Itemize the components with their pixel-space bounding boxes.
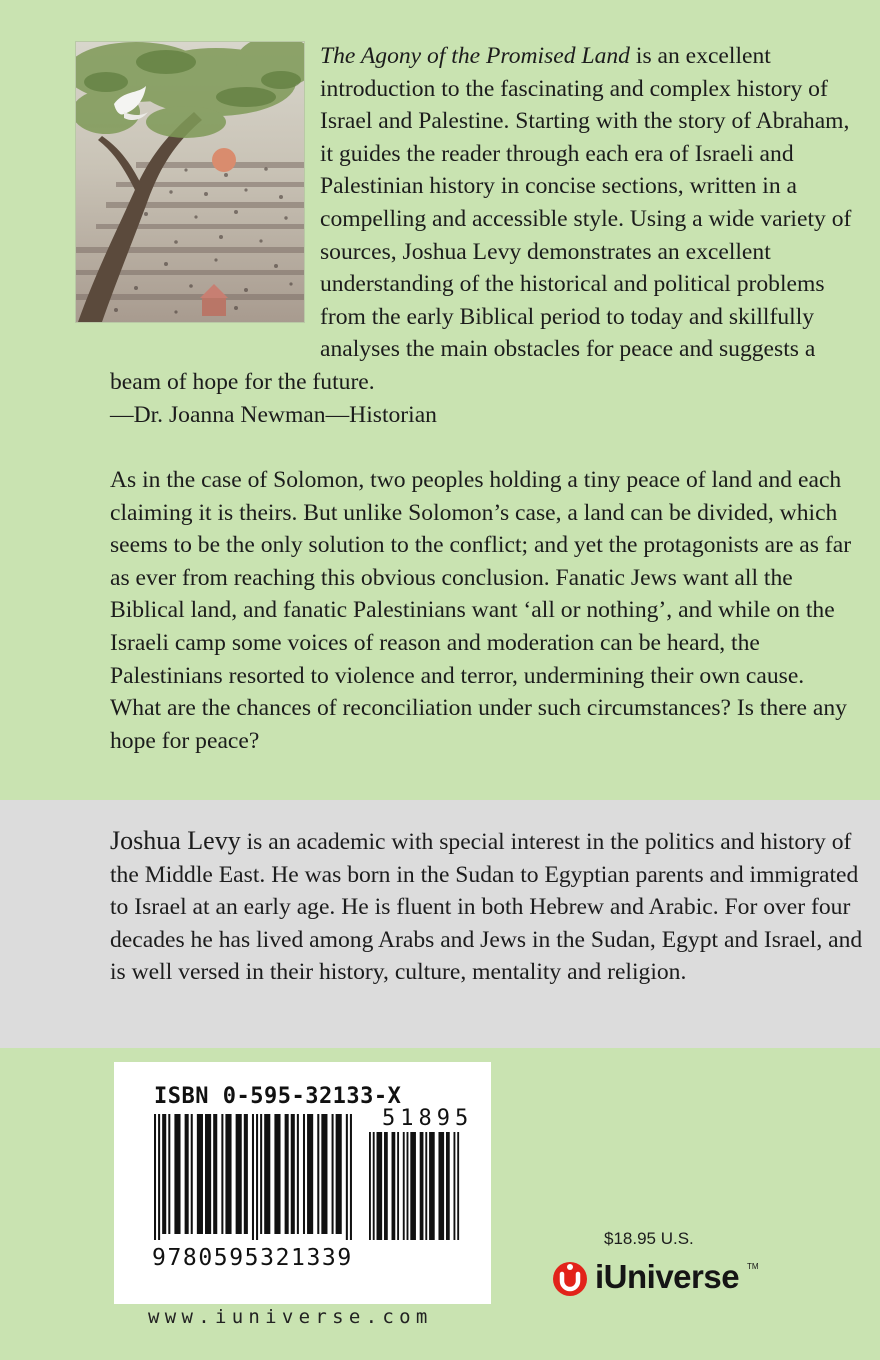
barcode-bar — [285, 1114, 289, 1234]
barcode-bar — [244, 1114, 248, 1234]
barcode-bar — [256, 1114, 258, 1240]
barcode-bar — [346, 1114, 348, 1240]
barcode-bar — [158, 1114, 160, 1240]
barcode-bar — [303, 1114, 305, 1234]
barcode-bar — [321, 1114, 327, 1234]
barcode-bar — [174, 1114, 180, 1234]
barcode-bar — [297, 1114, 299, 1234]
addon-digits: 51895 — [382, 1106, 474, 1131]
barcode-bar — [264, 1114, 270, 1234]
review-blurb — [110, 40, 855, 431]
trademark: TM — [747, 1262, 759, 1271]
barcode-bar — [307, 1114, 313, 1234]
barcode-bar — [438, 1132, 444, 1240]
barcode-bar — [197, 1114, 203, 1234]
barcode-bar — [221, 1114, 223, 1234]
barcode-bar — [291, 1114, 295, 1234]
barcode-bar — [457, 1132, 459, 1240]
barcode-bar — [420, 1132, 424, 1240]
barcode-bar — [213, 1114, 217, 1234]
barcode-bar — [225, 1114, 231, 1234]
barcode-bar — [168, 1114, 170, 1234]
barcode-bar — [317, 1114, 319, 1234]
barcode-bar — [274, 1114, 280, 1234]
isbn-label: ISBN 0-595-32133-X — [154, 1084, 402, 1109]
publisher-name: iUniverse — [595, 1258, 740, 1295]
barcode-bar — [332, 1114, 334, 1234]
website-url: www.iuniverse.com — [148, 1306, 433, 1328]
addon-barcode — [369, 1132, 461, 1240]
barcode-bar — [205, 1114, 211, 1234]
barcode-bar — [252, 1114, 254, 1240]
barcode-bar — [369, 1132, 371, 1240]
ean-barcode — [154, 1114, 354, 1240]
barcode-bar — [191, 1114, 193, 1234]
barcode-bar — [236, 1114, 242, 1234]
barcode-bar — [429, 1132, 435, 1240]
barcode-bar — [403, 1132, 405, 1240]
barcode-bar — [350, 1114, 352, 1240]
book-title: The Agony of the Promised Land — [320, 43, 630, 69]
barcode-bar — [410, 1132, 416, 1240]
bio-text: is an academic with special interest in the politics and history of the Middle East. He was born in the Sudan to Egyptian parents and immigrated to Israel at an early age. He is fluent in both Hebrew and Arabic. For over four decades he has lived among Arabs and Jews in the Sudan, Egypt and Israel, and is well versed in their history, culture, mentality and religion. — [110, 829, 863, 986]
barcode-bar — [373, 1132, 375, 1240]
barcode-bar — [377, 1132, 383, 1240]
barcode-bar — [407, 1132, 409, 1240]
barcode-bar — [425, 1132, 427, 1240]
review-text: is an excellent introduction to the fascinating and complex history of Israel and Palestine. Starting with the story of Abraham, it guides the reader through each era of Israeli and Palestinian history in concise sections, written in a compelling and accessible style. Using a wide variety of sources, Joshua Levy demonstrates an excellent understanding of the historical and political problems from the early Biblical period to today and skillfully analyses the main obstacles for peace and suggests a beam of hope for the future. — [110, 43, 852, 395]
barcode-bar — [392, 1132, 396, 1240]
barcode-bar — [397, 1132, 399, 1240]
iuniverse-logo-icon — [551, 1258, 591, 1298]
barcode-bar — [260, 1114, 262, 1234]
review-attribution: —Dr. Joanna Newman—Historian — [110, 401, 437, 428]
author-name: Joshua Levy — [110, 826, 241, 855]
price-label: $18.95 U.S. — [604, 1229, 694, 1248]
barcode-bar — [384, 1132, 388, 1240]
author-bio — [110, 825, 865, 989]
barcode-bar — [453, 1132, 455, 1240]
book-summary: As in the case of Solomon, two peoples holding a tiny peace of land and each claiming it is theirs. But unlike Solomon’s case, a land can be divided, which seems to be the only solution to the conflict; and yet the protagonists are as far as ever from reaching this obvious conclusion. Fanatic Jews want all the Biblical land, and fanatic Palestinians want ‘all or nothing’, and while on the Israeli camp some voices of reason and moderation can be heard, the Palestinians resorted to violence and terror, undermining their own cause. What are the chances of reconciliation under such circumstances? Is there any hope for peace? — [110, 467, 852, 754]
barcode-bar — [446, 1132, 450, 1240]
barcode-bar — [154, 1114, 156, 1240]
barcode-bar — [185, 1114, 189, 1234]
publisher-logo — [551, 1258, 771, 1298]
barcode-box — [114, 1062, 491, 1304]
barcode-bar — [162, 1114, 166, 1234]
ean-digits: 9780595321339 — [152, 1245, 353, 1271]
barcode-bar — [336, 1114, 342, 1234]
